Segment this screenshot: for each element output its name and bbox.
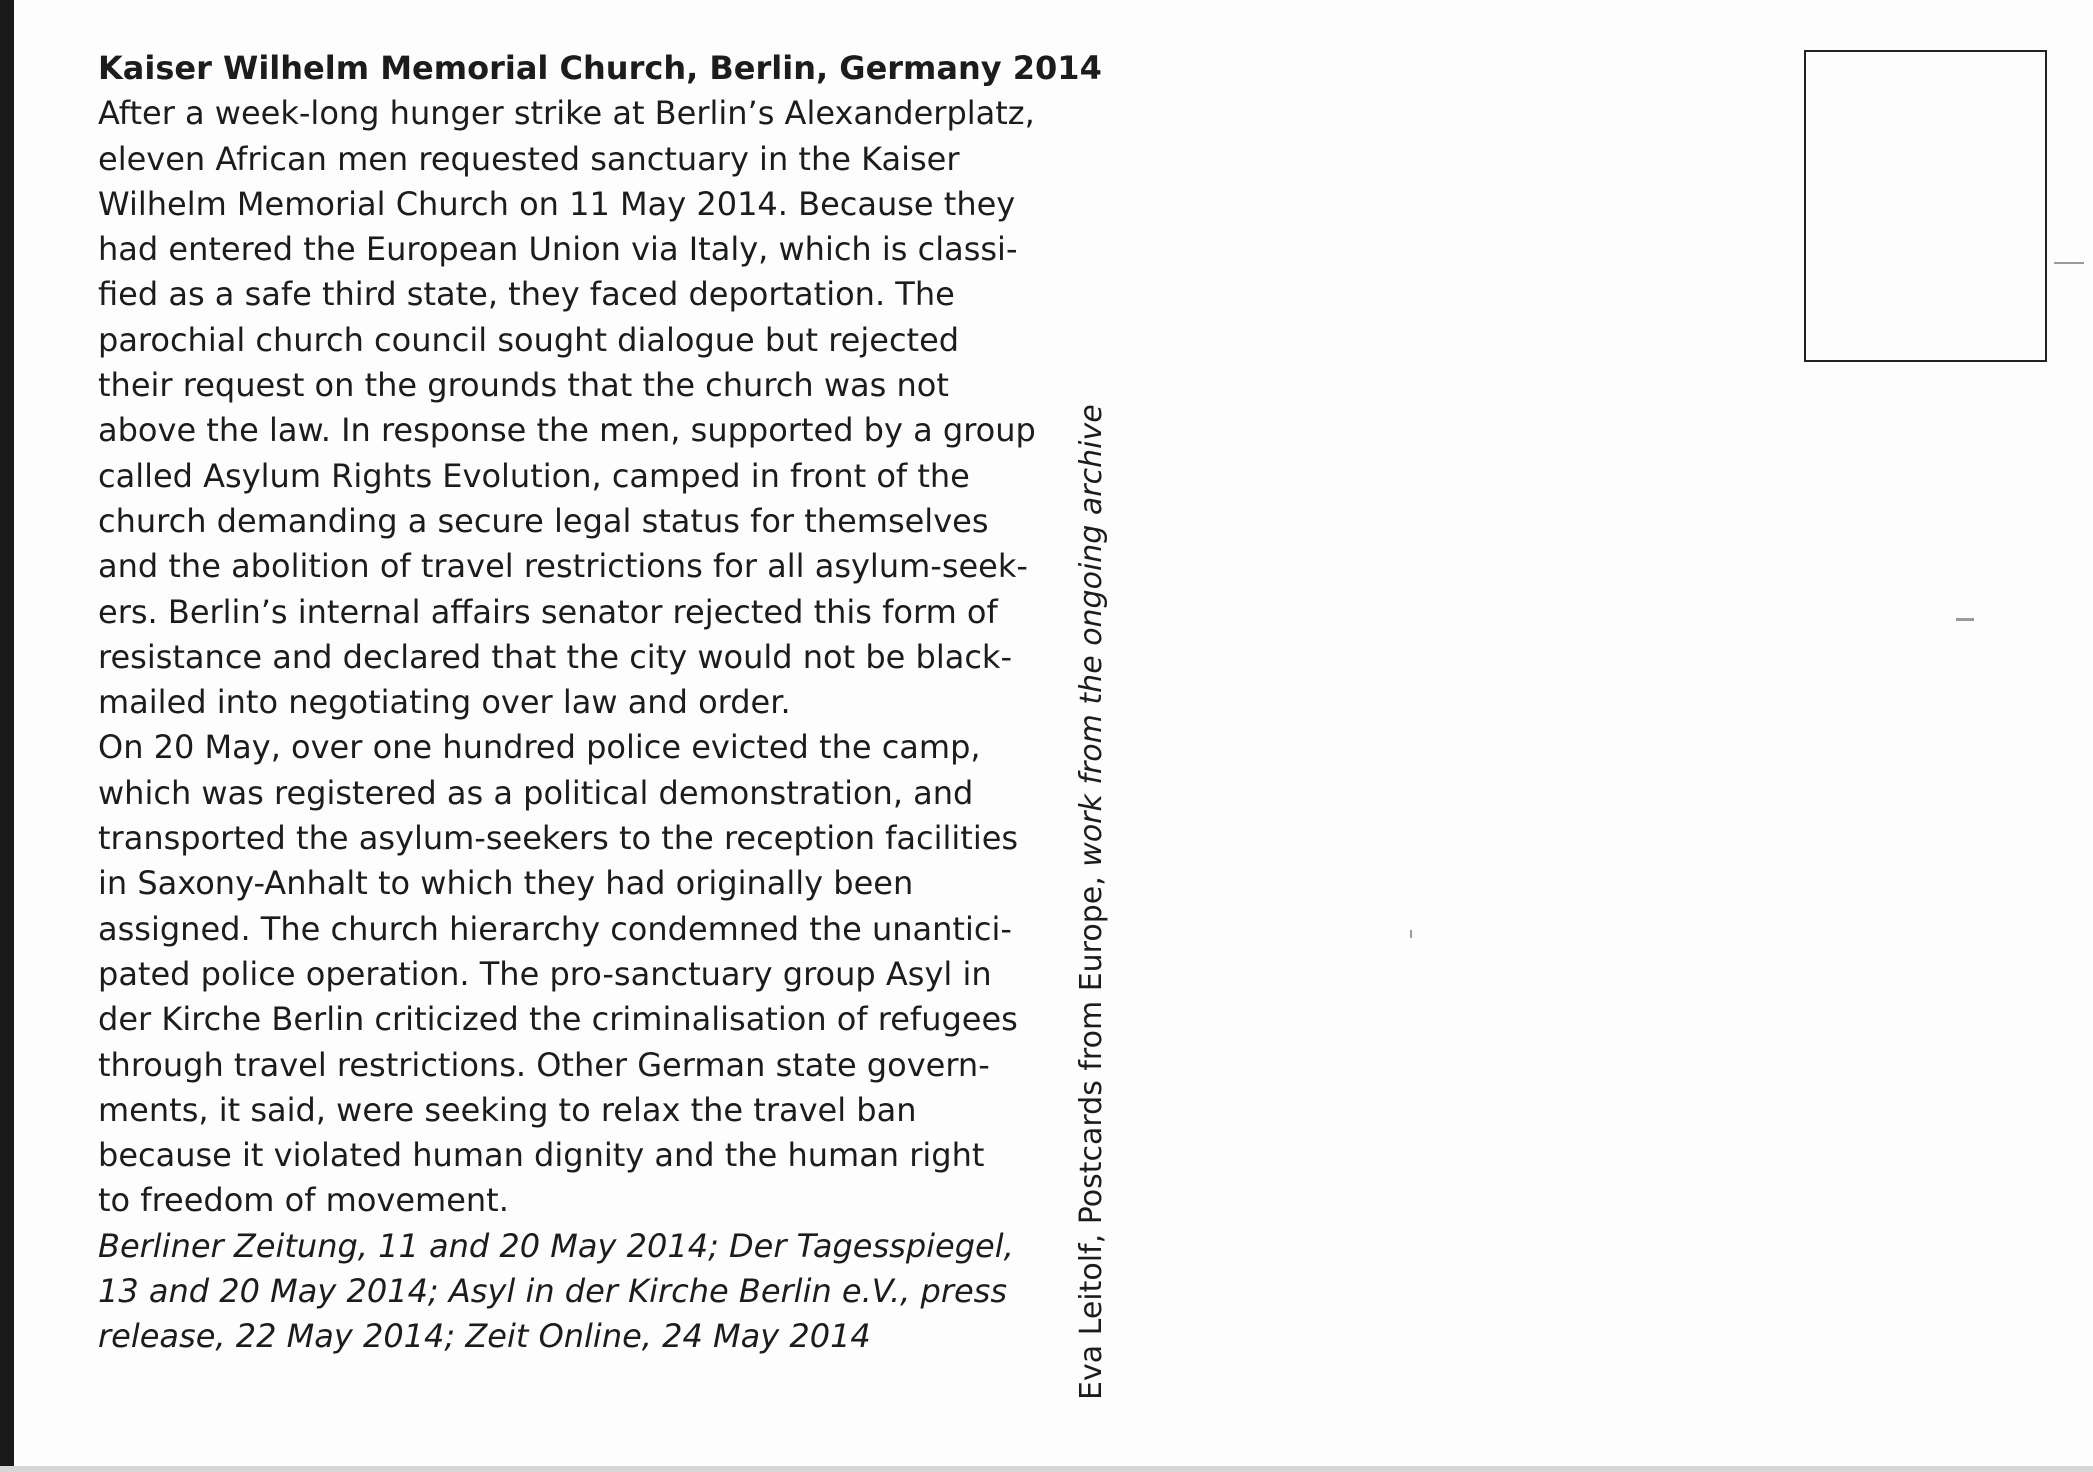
body-line: to freedom of movement. <box>98 1181 509 1220</box>
postcard-back <box>14 0 2093 1466</box>
credit-line <box>1072 404 1112 1400</box>
scan-speck <box>1956 618 1974 621</box>
body-line: On 20 May, over one hundred police evicted the camp, <box>98 728 981 767</box>
body-line: mailed into negotiating over law and order. <box>98 683 791 722</box>
scan-bottom-edge <box>0 1466 2093 1472</box>
source-line: release, 22 May 2014; Zeit Online, 24 May 2014 <box>98 1317 871 1356</box>
source-line: Berliner Zeitung, 11 and 20 May 2014; Der Tagesspiegel, <box>98 1226 1014 1265</box>
body-line: parochial church council sought dialogue but rejected <box>98 320 960 359</box>
body-line: Wilhelm Memorial Church on 11 May 2014. Because they <box>98 184 1016 223</box>
scan-left-edge <box>0 0 14 1472</box>
body-line: ers. Berlin’s internal affairs senator rejected this form of <box>98 592 998 631</box>
body-line: and the abolition of travel restrictions for all asylum-seek- <box>98 547 1028 586</box>
credit-italic: work from the ongoing archive <box>1074 404 1109 867</box>
scan-speck <box>2054 262 2084 264</box>
body-line: their request on the grounds that the church was not <box>98 366 949 405</box>
body-line: After a week-long hunger strike at Berlin’s Alexanderplatz, <box>98 94 1035 133</box>
body-line: above the law. In response the men, supported by a group <box>98 411 1036 450</box>
body-line: church demanding a secure legal status for themselves <box>98 501 989 540</box>
document-title: Kaiser Wilhelm Memorial Church, Berlin, Germany 2014 <box>98 49 1102 87</box>
body-line: transported the asylum-seekers to the reception facilities <box>98 819 1019 858</box>
scan-speck <box>1410 930 1412 938</box>
body-line: through travel restrictions. Other German state govern- <box>98 1045 990 1084</box>
body-line: which was registered as a political demonstration, and <box>98 773 974 812</box>
body-line: resistance and declared that the city would not be black- <box>98 637 1012 676</box>
body-line: because it violated human dignity and the human right <box>98 1136 985 1175</box>
body-line: der Kirche Berlin criticized the criminalisation of refugees <box>98 1000 1018 1039</box>
body-line: eleven African men requested sanctuary in the Kaiser <box>98 139 960 178</box>
body-text <box>98 91 1048 1223</box>
body-line: assigned. The church hierarchy condemned the unantici- <box>98 909 1012 948</box>
body-line: pated police operation. The pro-sanctuary group Asyl in <box>98 954 992 993</box>
source-citation <box>98 1224 1048 1360</box>
credit-regular: Eva Leitolf, Postcards from Europe, <box>1074 866 1109 1400</box>
body-line: ments, it said, were seeking to relax the travel ban <box>98 1090 917 1129</box>
body-line: fied as a safe third state, they faced deportation. The <box>98 275 955 314</box>
body-line: called Asylum Rights Evolution, camped in front of the <box>98 456 970 495</box>
stamp-box <box>1804 50 2047 362</box>
source-line: 13 and 20 May 2014; Asyl in der Kirche Berlin e.V., press <box>98 1272 1007 1311</box>
body-line: had entered the European Union via Italy, which is classi- <box>98 230 1018 269</box>
body-line: in Saxony-Anhalt to which they had originally been <box>98 864 914 903</box>
